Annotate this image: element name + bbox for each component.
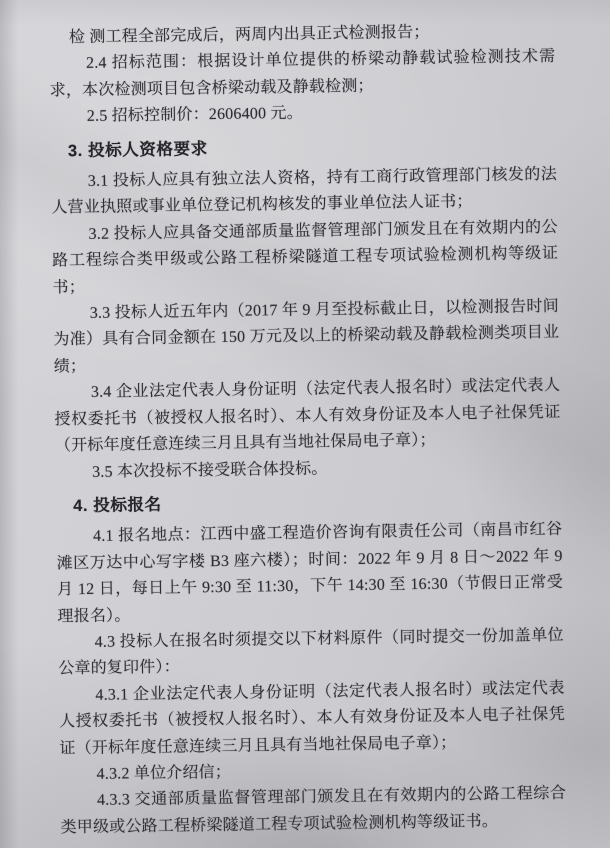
paragraph-3-3: 3.3 投标人近五年内（2017 年 9 月至投标截止日，以检测报告时间为准）具有合同金额在 150 万元及以上的桥梁动载及静载检测类项目业绩； [53,298,560,376]
paragraph-3-5: 3.5 本次投标不接受联合体投标。 [92,459,328,481]
paragraph-3-4: 3.4 企业法定代表人身份证明（法定代表人报名时）或法定代表人授权委托书（被授权人报名时）、本人有效身份证及本人电子社保凭证（开标年度任意连续三月且具有当地社保局电子章）； [54,377,561,455]
paragraph-report-note: 检 测工程全部完成后，两周内出具正式检测报告； [68,23,430,47]
section-heading-3: 3. 投标人资格要求 [67,139,208,160]
paragraph-2-5-price: 2.5 招标控制价：2606400 元。 [86,104,303,126]
paragraph-3-2: 3.2 投标人应具备交通部质量监督管理部门颁发且在有效期内的公路工程综合类甲级或公路工程桥梁隧道工程专项试验检测机构等级证书； [52,218,559,297]
paragraph-4-1: 4.1 报名地点：江西中盛工程造价咨询有限责任公司（南昌市红谷滩区万达中心写字楼 B3 座六楼）；时间：2022 年 9 月 8 日～2022 年 9 月 12 日，每日上午 9:30 至 11:30，下午 14:30 至 16:30（节假日正常受理报名）。 [56,521,564,625]
paragraph-2-4-scope: 2.4 招标范围：根据设计单位提供的桥梁动静载试验检测技术需求，本次检测项目包含桥梁动载及静载检测； [49,48,556,100]
section-heading-4: 4. 投标报名 [73,495,162,516]
paragraph-4-3-3: 4.3.3 交通部质量监督管理部门颁发且在有效期内的公路工程综合类甲级或公路工程桥梁隧道工程专项试验检测机构等级证书。 [60,785,567,837]
paragraph-4-3: 4.3 投标人在报名时须提交以下材料原件（同时提交一份加盖单位公章的复印件）： [58,626,564,678]
paragraph-3-1: 3.1 投标人应具有独立法人资格，持有工商行政管理部门核发的法人营业执照或事业单位登记机构核发的事业单位法人证书； [51,165,558,217]
paragraph-4-3-2: 4.3.2 单位介绍信； [96,763,232,783]
paragraph-4-3-1: 4.3.1 企业法定代表人身份证明（法定代表人报名时）或法定代表人授权委托书（被授权人报名时）、本人有效身份证及本人电子社保凭证（开标年度任意连续三月且具有当地社保局电子章）； [58,679,566,757]
document-text-block [49,18,567,842]
